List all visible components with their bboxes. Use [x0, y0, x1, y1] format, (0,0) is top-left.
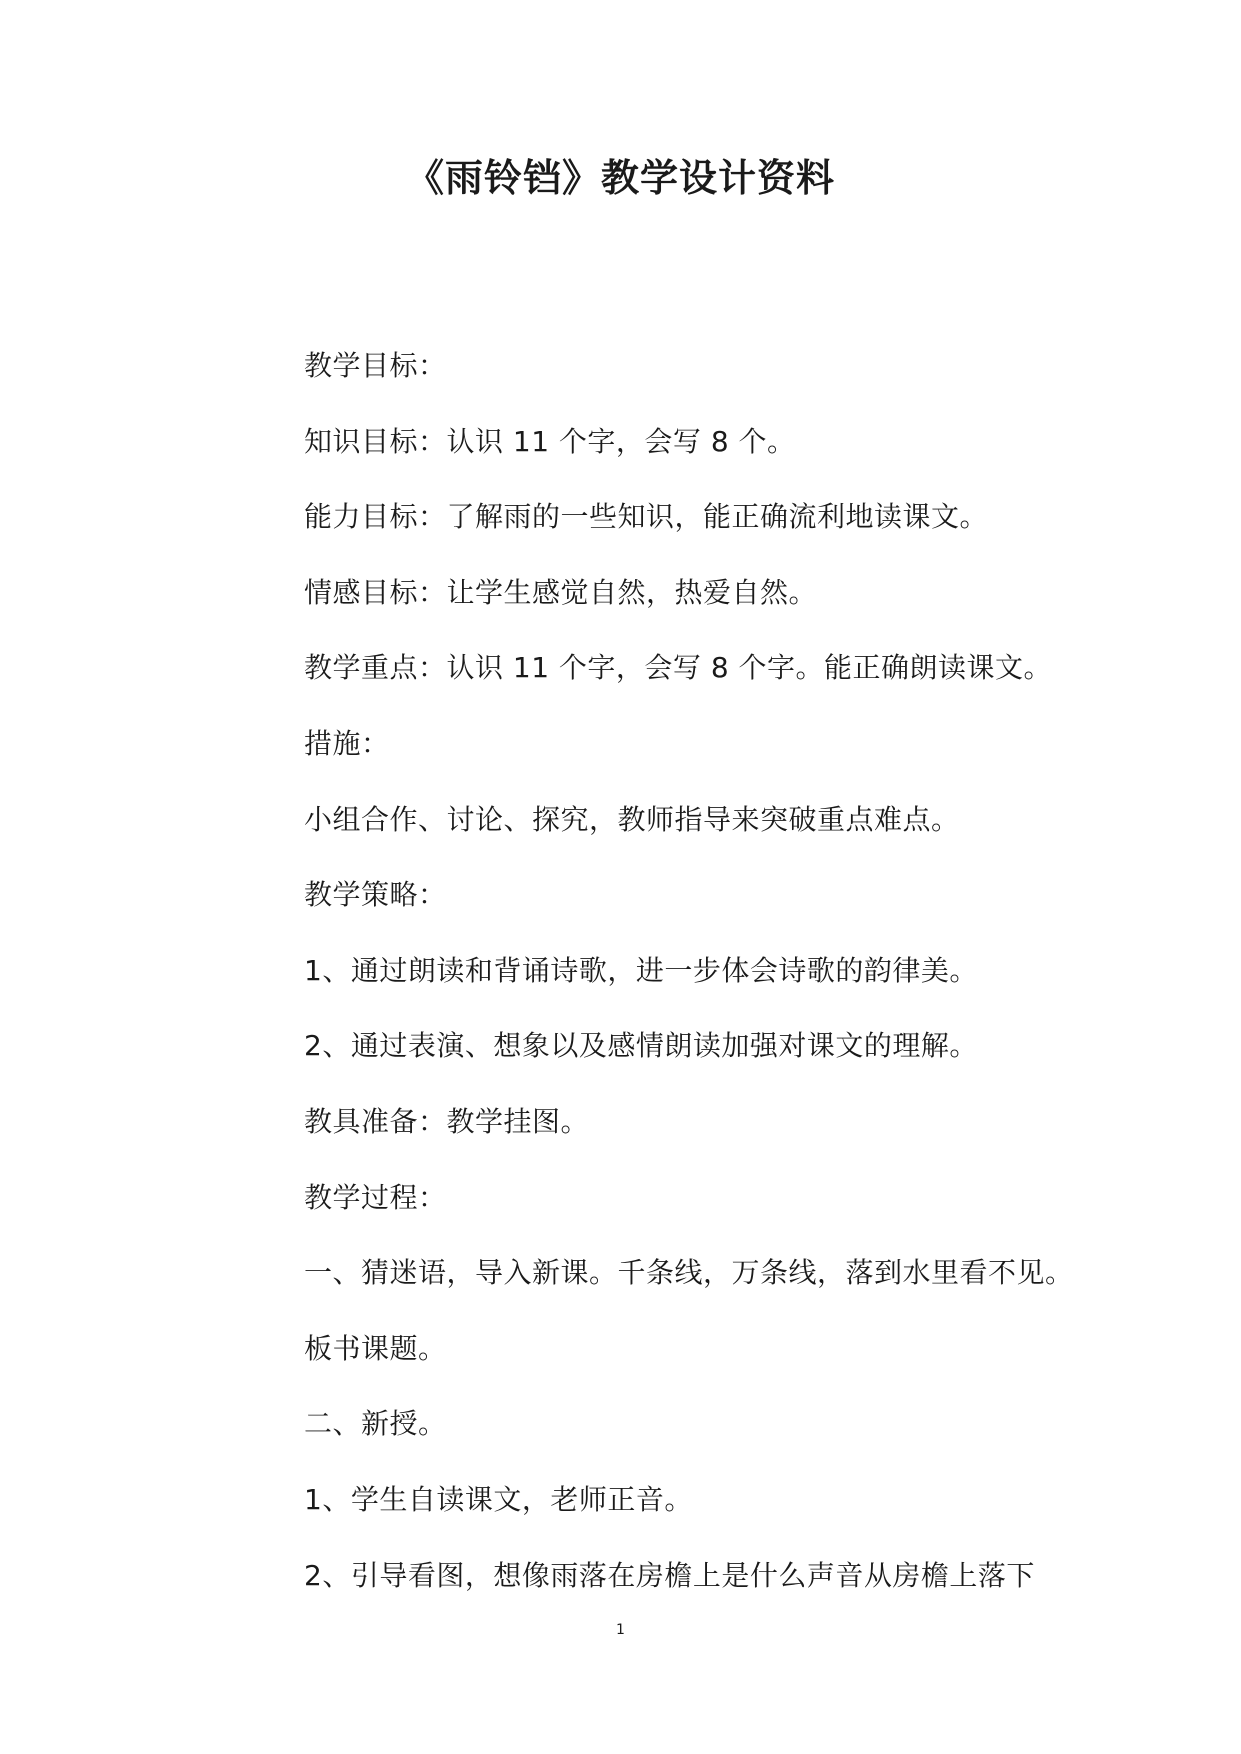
- document-title: 《雨铃铛》教学设计资料: [405, 156, 835, 200]
- paragraph-strategy-2: 2、通过表演、想象以及感情朗读加强对课文的理解。: [304, 1029, 978, 1063]
- paragraph-measures-heading: 措施：: [304, 726, 390, 760]
- paragraph-step-2: 2、引导看图，想像雨落在房檐上是什么声音从房檐上落下: [304, 1558, 1035, 1592]
- paragraph-teaching-goals-heading: 教学目标：: [304, 349, 447, 382]
- paragraph-key-points: 教学重点：认识 11 个字，会写 8 个字。能正确朗读课文。: [304, 651, 1053, 685]
- paragraph-step-1: 1、学生自读课文，老师正音。: [304, 1482, 693, 1516]
- paragraph-board-title: 板书课题。: [304, 1331, 447, 1365]
- paragraph-process-heading: 教学过程：: [304, 1180, 447, 1214]
- paragraph-new-lesson: 二、新授。: [304, 1407, 447, 1441]
- paragraph-knowledge-goal: 知识目标：认识 11 个字，会写 8 个。: [304, 424, 796, 458]
- paragraph-emotion-goal: 情感目标：让学生感觉自然，热爱自然。: [304, 575, 818, 609]
- paragraph-teaching-aids: 教具准备：教学挂图。: [304, 1104, 590, 1138]
- paragraph-ability-goal: 能力目标：了解雨的一些知识，能正确流利地读课文。: [304, 500, 989, 534]
- paragraph-measures: 小组合作、讨论、探究，教师指导来突破重点难点。: [304, 802, 960, 836]
- paragraph-strategy-1: 1、通过朗读和背诵诗歌，进一步体会诗歌的韵律美。: [304, 953, 978, 987]
- paragraph-riddle-intro: 一、猜迷语，导入新课。千条线，万条线，落到水里看不见。: [304, 1256, 1074, 1290]
- paragraph-strategy-heading: 教学策略：: [304, 878, 447, 912]
- document-body: [304, 328, 1104, 1613]
- page-number: 1: [616, 1622, 625, 1638]
